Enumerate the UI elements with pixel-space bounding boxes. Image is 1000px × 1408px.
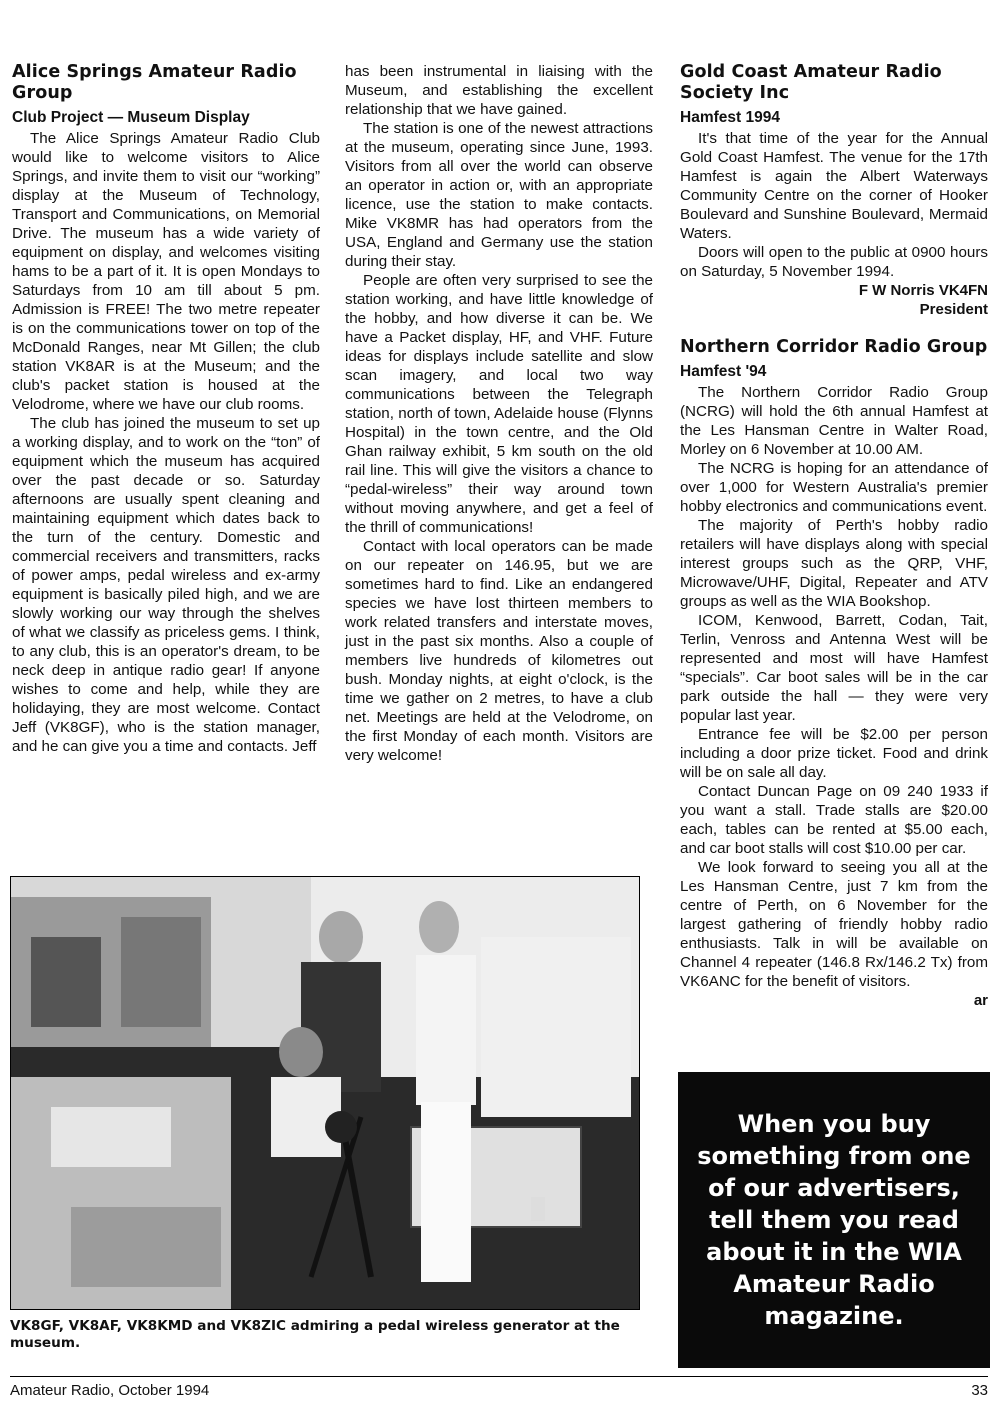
article-heading-gold-coast: Gold Coast Amateur Radio Society Inc [680, 62, 942, 103]
spacer [680, 319, 988, 337]
photo-illustration [11, 877, 639, 1309]
photo-caption: VK8GF, VK8AF, VK8KMD and VK8ZIC admiring a pedal wireless generator at the museum. [10, 1318, 620, 1351]
paragraph: Contact Duncan Page on 09 240 1933 if you want a stall. Trade stalls are $20.00 each, tables can be rented at $5.00 each, and car boot stalls will cost $10.00 per car. [680, 783, 988, 857]
paragraph: Contact with local operators can be made on our repeater on 146.95, but we are sometimes hard to find. Like an endangered species we have lost thirteen members to work related transfers and interstate moves, just in the past six months. Also a couple of members live hundreds of kilometres out bush. Monday nights, at eight o'clock, is the time we gather on 2 metres, to have a club net. Meetings are held at the Velodrome, on the first Monday of each month. Visitors are very welcome! [345, 538, 653, 764]
paragraph: The club has joined the museum to set up a working display, and to work on the “ton” of equipment which the museum has acquired over the past decade or so. Saturday afternoons are usually spent cleaning and maintaining equipment which dates back to the turn of the century. Domestic and commercial receivers and transmitters, racks of power amps, pedal wireless and ex-army equipment is basically piled high, and we are slowly working our way through the shelves of what we classify as priceless gems. I think, to any club, this is an operator's dream, to be neck deep in antique radio gear! If anyone wishes to come and help, while they are holidaying, they are most welcome. Contact Jeff (VK8GF), who is the station manager, and he can give you a time and contacts. Jeff [12, 415, 320, 755]
column-1 [12, 62, 320, 756]
article-subheading-club-project: Club Project — Museum Display [12, 109, 250, 126]
page-number: 33 [971, 1382, 988, 1399]
advertiser-promo-box [678, 1072, 990, 1368]
paragraph: Entrance fee will be $2.00 per person including a door prize ticket. Food and drink will be on sale all day. [680, 726, 988, 781]
paragraph: The Northern Corridor Radio Group (NCRG) will hold the 6th annual Hamfest at the Les Hansman Centre in Walter Road, Morley on 6 November at 10.00 AM. [680, 384, 988, 458]
promo-text: When you buy something from one of our advertisers, tell them you read about it in the WIA Amateur Radio magazine. [697, 1110, 971, 1330]
museum-photo [10, 876, 640, 1310]
paragraph: Doors will open to the public at 0900 hours on Saturday, 5 November 1994. [680, 244, 988, 280]
signature-name: F W Norris VK4FN [858, 282, 988, 299]
paragraph: People are often very surprised to see the station working, and have little knowledge of the hobby, and how diverse it can be. We have a Packet display, HF, and VHF. Future ideas for displays include satellite and slow scan imagery, and local two way communications between the Telegraph station, north of town, Adelaide house (Flynns Hospital) in the town centre, and the Old Ghan railway exhibit, 5 km south on the old rail line. This will give the visitors a chance to “pedal-wireless” their way around town without moving anywhere, and get a feel of the thrill of communications! [345, 272, 653, 536]
column-3 [680, 62, 988, 1010]
article-end-mark: ar [973, 992, 988, 1009]
paragraph: The NCRG is hoping for an attendance of over 1,000 for Western Australia's premier hobby electronics and communications event. [680, 460, 988, 515]
paragraph: has been instrumental in liaising with the Museum, and establishing the excellent relationship that we have gained. [345, 63, 653, 118]
paragraph: The majority of Perth's hobby radio retailers will have displays along with special interest groups such as the QRP, VHF, Microwave/UHF, Digital, Repeater and ATV groups as well as the WIA Bookshop. [680, 517, 988, 610]
article-heading-alice-springs: Alice Springs Amateur Radio Group [12, 62, 297, 103]
article-subheading-hamfest-1994: Hamfest 1994 [680, 109, 780, 126]
article-heading-northern-corridor: Northern Corridor Radio Group [680, 337, 988, 357]
footer-divider [10, 1376, 988, 1377]
signature-title: President [919, 301, 988, 318]
paragraph: The station is one of the newest attractions at the museum, operating since June, 1993. Visitors from all over the world can observe an operator in action or, with an appropriate licence, use the station to make contacts. Mike VK8MR has had operators from the USA, England and Germany use the station during their stay. [345, 120, 653, 270]
paragraph: The Alice Springs Amateur Radio Club would like to welcome visitors to Alice Springs, and invite them to visit our “working” display at the Museum of Technology, Transport and Communications, on Memorial Drive. The museum has a wide variety of equipment on display, and welcomes visiting hams to be a part of it. It is open Mondays to Saturdays from 10 am till about 5 pm. Admission is FREE! The two metre repeater is on the communications tower on top of the McDonald Ranges, near Mt Gillen; the club station VK8AR is at the Museum; and the club's packet station is housed at the Velodrome, where we have our club rooms. [12, 130, 320, 413]
paragraph: ICOM, Kenwood, Barrett, Codan, Tait, Terlin, Venross and Antenna West will be represented and most will have Hamfest “specials”. Car boot sales will be in the car park outside the hall — they were very popular last year. [680, 612, 988, 724]
paragraph: It's that time of the year for the Annual Gold Coast Hamfest. The venue for the 17th Hamfest is again the Albert Waterways Community Centre on the corner of Hooker Boulevard and Sunshine Boulevard, Mermaid Waters. [680, 130, 988, 242]
footer-publication: Amateur Radio, October 1994 [10, 1382, 210, 1399]
article-subheading-hamfest-94: Hamfest '94 [680, 363, 767, 380]
column-2 [345, 62, 653, 765]
paragraph: We look forward to seeing you all at the Les Hansman Centre, just 7 km from the centre of Perth, on 6 November for the largest gathering of friendly hobby radio enthusiasts. Talk in will be available on Channel 4 repeater (146.8 Rx/146.2 Tx) from VK6ANC for the benefit of visitors. [680, 859, 988, 990]
